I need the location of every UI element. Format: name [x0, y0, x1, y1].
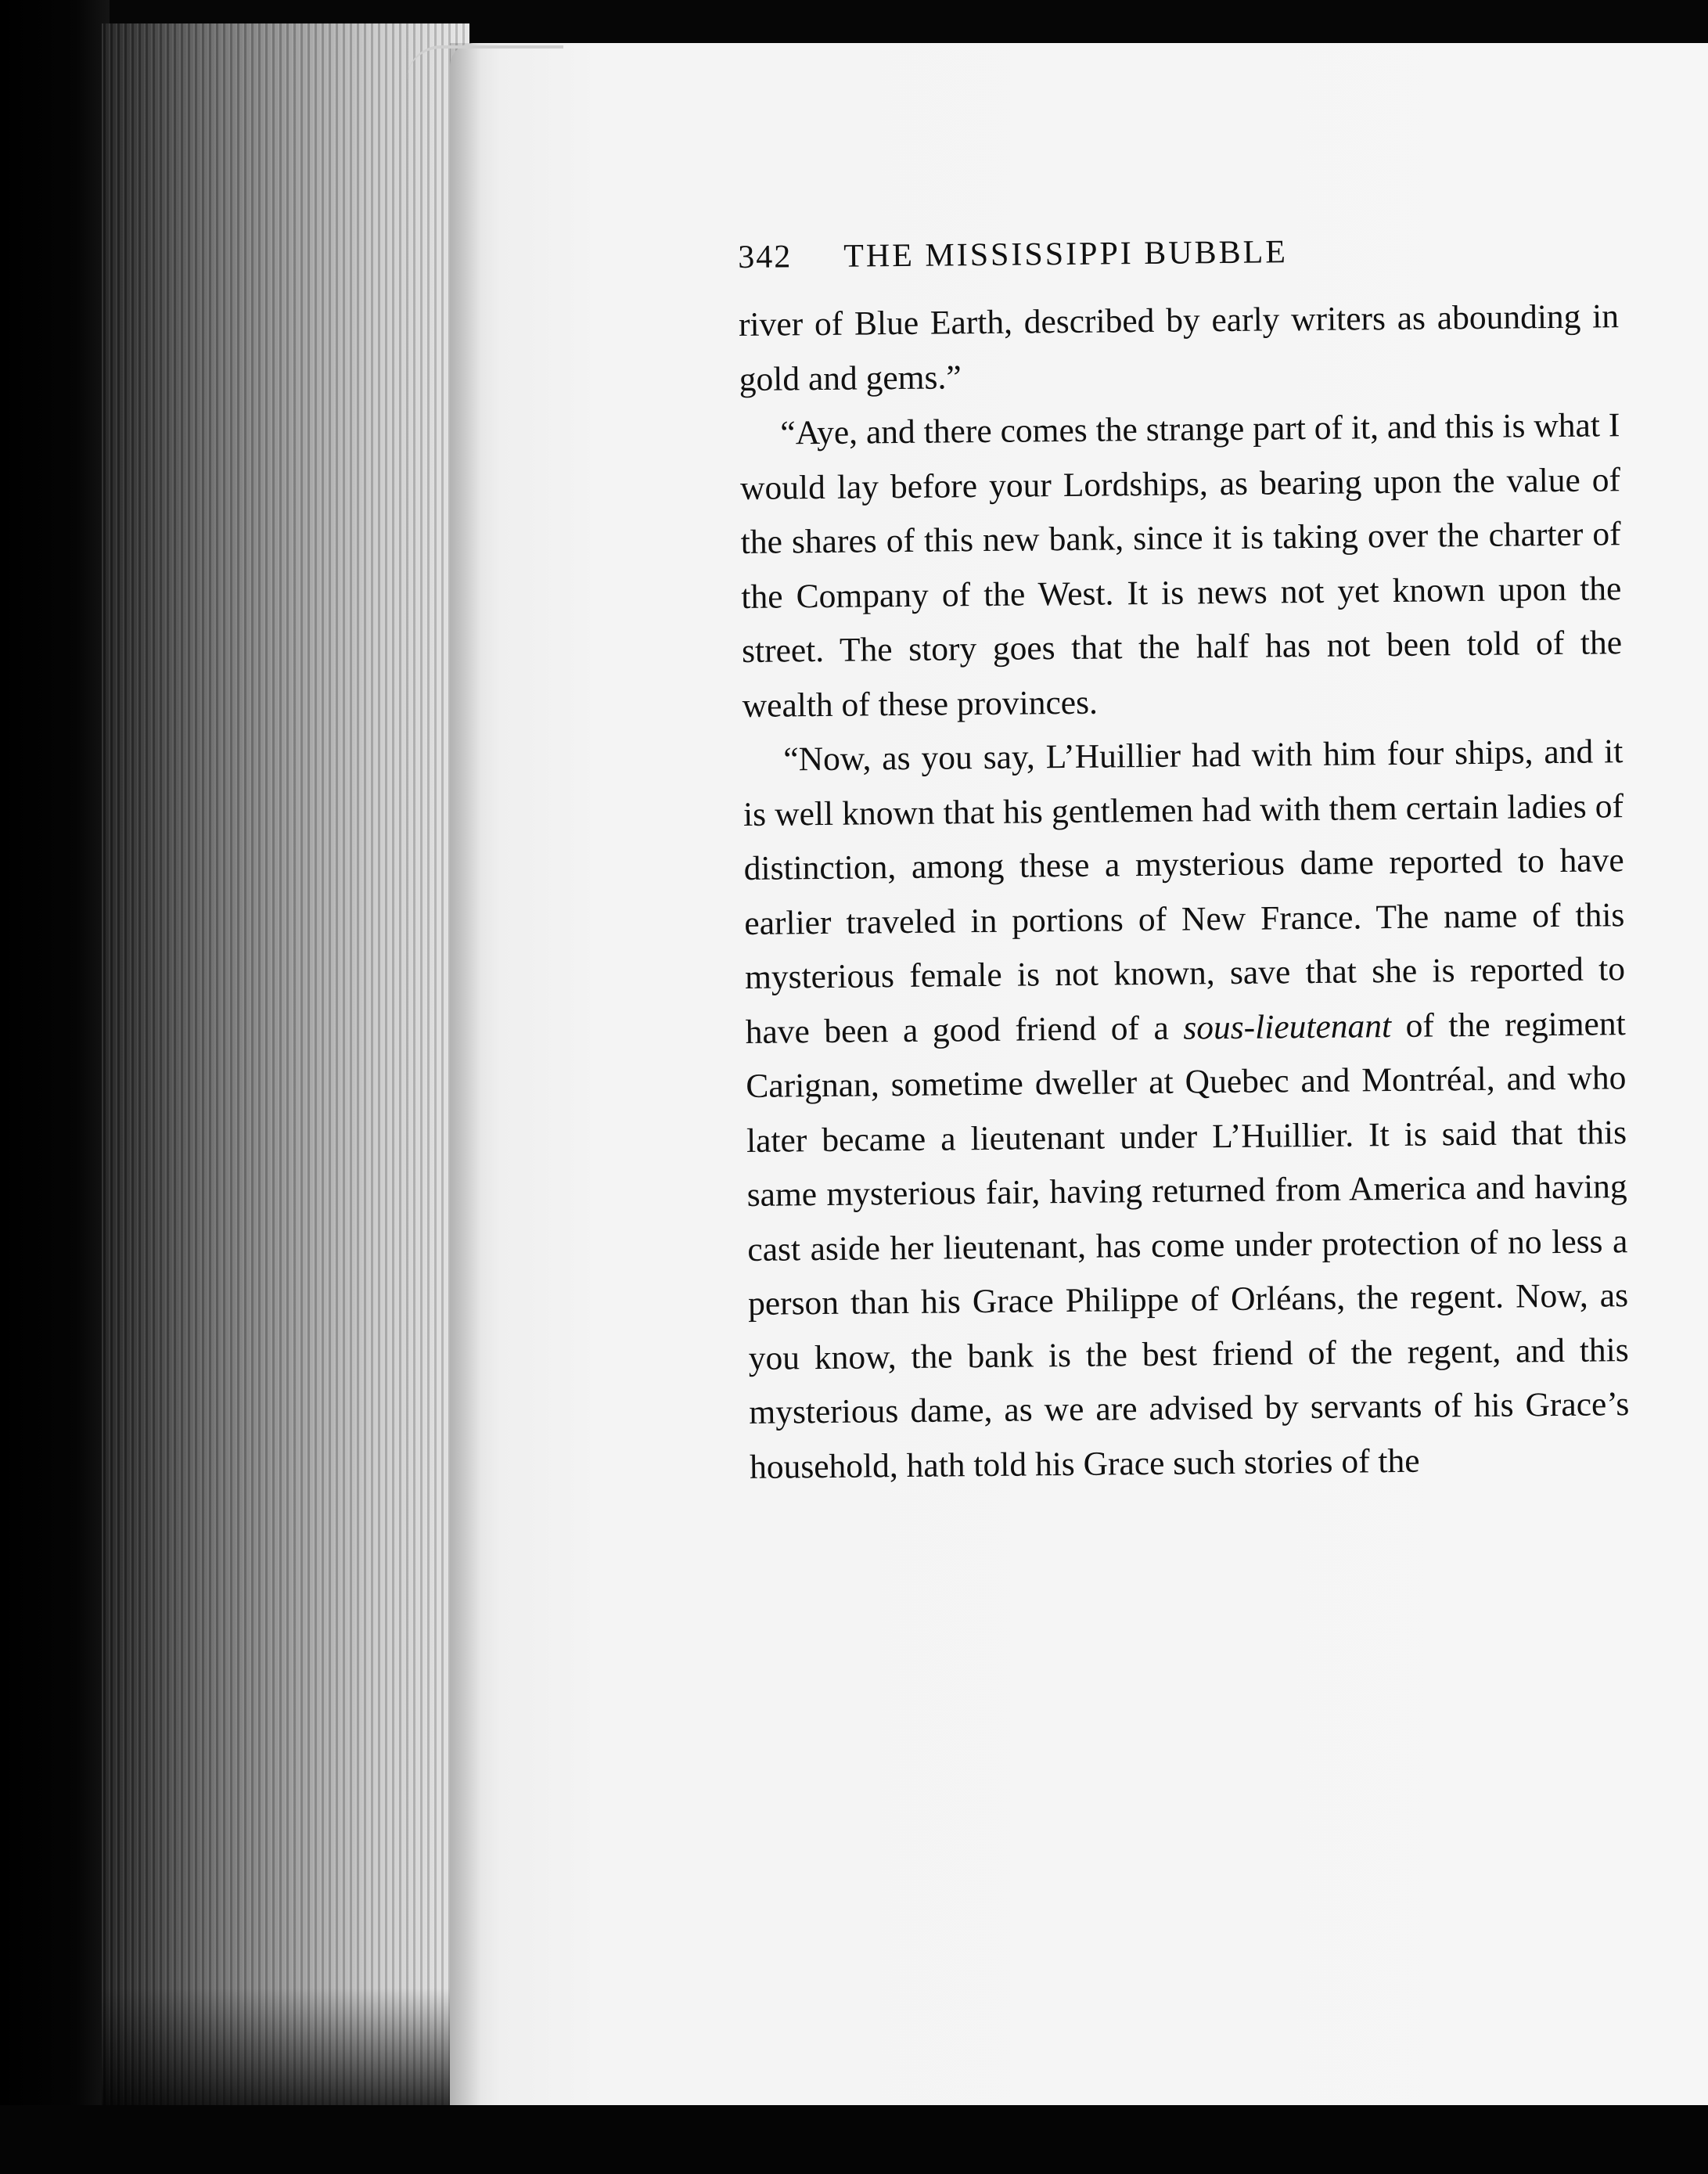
- page-text-block: [738, 230, 1630, 1495]
- paragraph-3-part-b: of the regiment Carignan, sometime dweller at Quebec and Montréal, and who later became a lieutenant under L’Huillier. It is said that this same mysterious fair, having returned from America and having cast aside her lieutenant, has come under protection of no less a person than his Grace Philippe of Orléans, the regent. Now, as you know, the bank is the best friend of the regent, and this mysterious dame, as we are advised by servants of his Grace’s household, hath told his Grace such stories of the: [746, 1004, 1630, 1486]
- page-number: 342: [738, 239, 793, 275]
- running-head: [738, 230, 1619, 293]
- page-corner-curl: [407, 45, 563, 80]
- body-text: [739, 290, 1631, 1495]
- book-title: THE MISSISSIPPI BUBBLE: [843, 234, 1289, 275]
- binding-shadow: [0, 0, 110, 2174]
- paragraph-3-italic-term: sous-lieutenant: [1183, 1006, 1392, 1047]
- page-edge-shadow: [102, 1988, 469, 2113]
- paragraph-3-part-a: “Now, as you say, L’Huillier had with him four ships, and it is well known that his gentlemen had with them certain ladies of distinction, among these a mysterious dame reported to have earlier traveled in portions of New France. The name of this mysterious female is not known, save that she is reported to have been a good friend of a: [743, 732, 1626, 1051]
- page-gutter-shadow: [450, 43, 481, 2109]
- scan-bottom-border: [0, 2105, 1708, 2174]
- paragraph-3: [743, 725, 1630, 1495]
- paragraph-2: “Aye, and there comes the strange part of it, and this is what I would lay before your Lordships, as bearing upon the value of the shares of this new bank, since it is taking over the charter of the Company of the West. It is news not yet known upon the street. The story goes that the half has not been told of the wealth of these provinces.: [739, 406, 1623, 725]
- paragraph-1: river of Blue Earth, described by early writers as abounding in gold and gems.”: [738, 297, 1620, 398]
- page-edge-stack: [102, 23, 469, 2105]
